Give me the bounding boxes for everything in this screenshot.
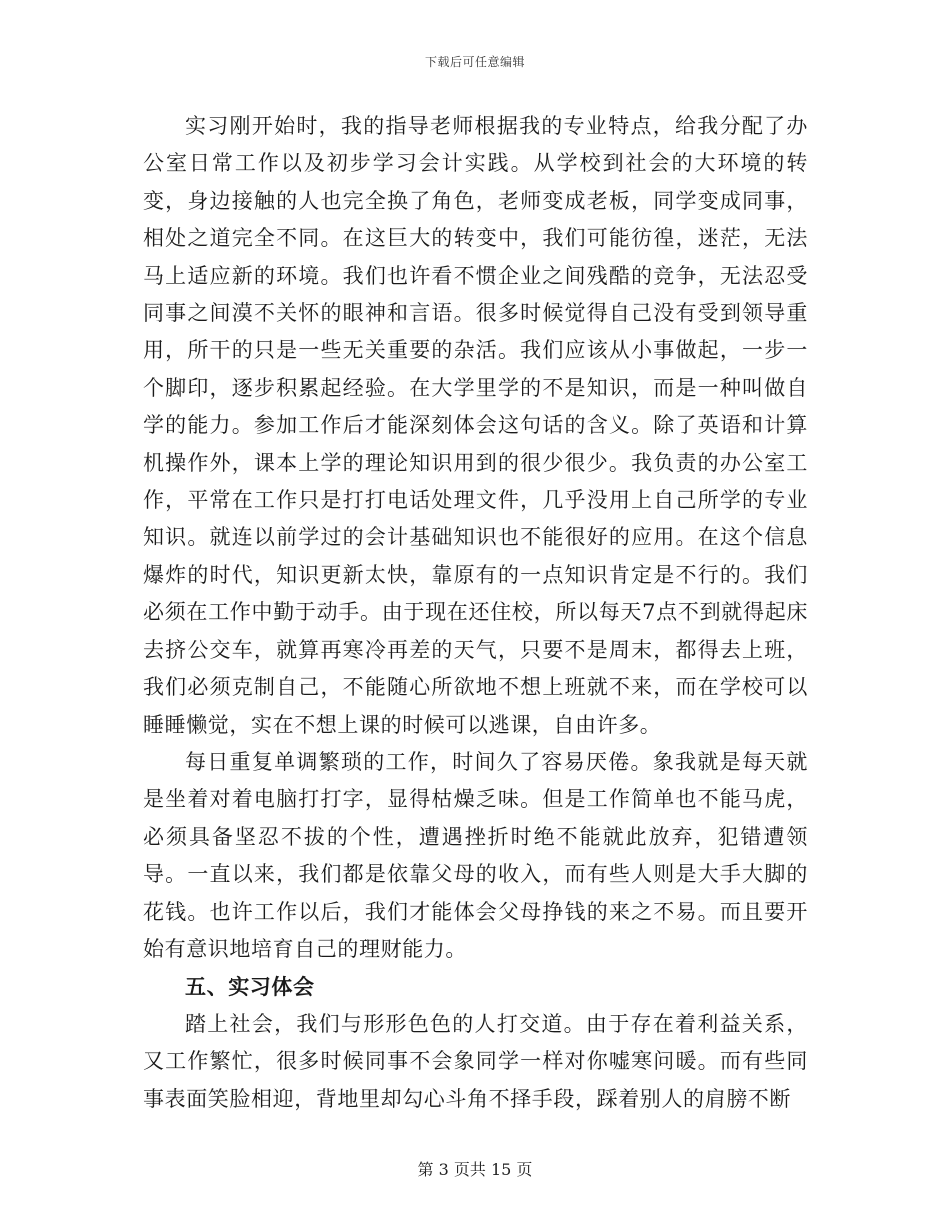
paragraph-internship-experience: 踏上社会，我们与形形色色的人打交道。由于存在着利益关系，又工作繁忙，很多时候同事不会象同学一样对你嘘寒问暖。而有些同事表面笑脸相迎，背地里却勾心斗角不择手段，踩着别人的肩膀不断 — [143, 1011, 808, 1111]
page-header: 下载后可任意编辑 — [424, 55, 525, 69]
document-body — [143, 108, 808, 1118]
page-number-footer: 第 3 页共 15 页 — [417, 1160, 533, 1179]
paragraph-internship-start: 实习刚开始时，我的指导老师根据我的专业特点，给我分配了办公室日常工作以及初步学习会计实践。从学校到社会的大环境的转变，身边接触的人也完全换了角色，老师变成老板，同学变成同事，相处之道完全不同。在这巨大的转变中，我们可能彷徨，迷茫，无法马上适应新的环境。我们也许看不惯企业之间残酷的竞争，无法忍受同事之间漠不关怀的眼神和言语。很多时候觉得自己没有受到领导重用，所干的只是一些无关重要的杂活。我们应该从小事做起，一步一个脚印，逐步积累起经验。在大学里学的不是知识，而是一种叫做自学的能力。参加工作后才能深刻体会这句话的含义。除了英语和计算机操作外，课本上学的理论知识用到的很少很少。我负责的办公室工作，平常在工作只是打打电话处理文件，几乎没用上自己所学的专业知识。就连以前学过的会计基础知识也不能很好的应用。在这个信息爆炸的时代，知识更新太快，靠原有的一点知识肯定是不行的。我们必须在工作中勤于动手。由于现在还住校，所以每天7点不到就得起床去挤公交车，就算再寒冷再差的天气，只要不是周末，都得去上班，我们必须克制自己，不能随心所欲地不想上班就不来，而在学校可以睡睡懒觉，实在不想上课的时候可以逃课，自由许多。 — [143, 114, 808, 737]
paragraph-repetitive-work: 每日重复单调繁琐的工作，时间久了容易厌倦。象我就是每天就是坐着对着电脑打打字，显得枯燥乏味。但是工作简单也不能马虎，必须具备坚忍不拔的个性，遭遇挫折时绝不能就此放弃，犯错遭领导。一直以来，我们都是依靠父母的收入，而有些人则是大手大脚的花钱。也许工作以后，我们才能体会父母挣钱的来之不易。而且要开始有意识地培育自己的理财能力。 — [143, 749, 808, 961]
section-heading: 五、实习体会 — [185, 974, 315, 1000]
